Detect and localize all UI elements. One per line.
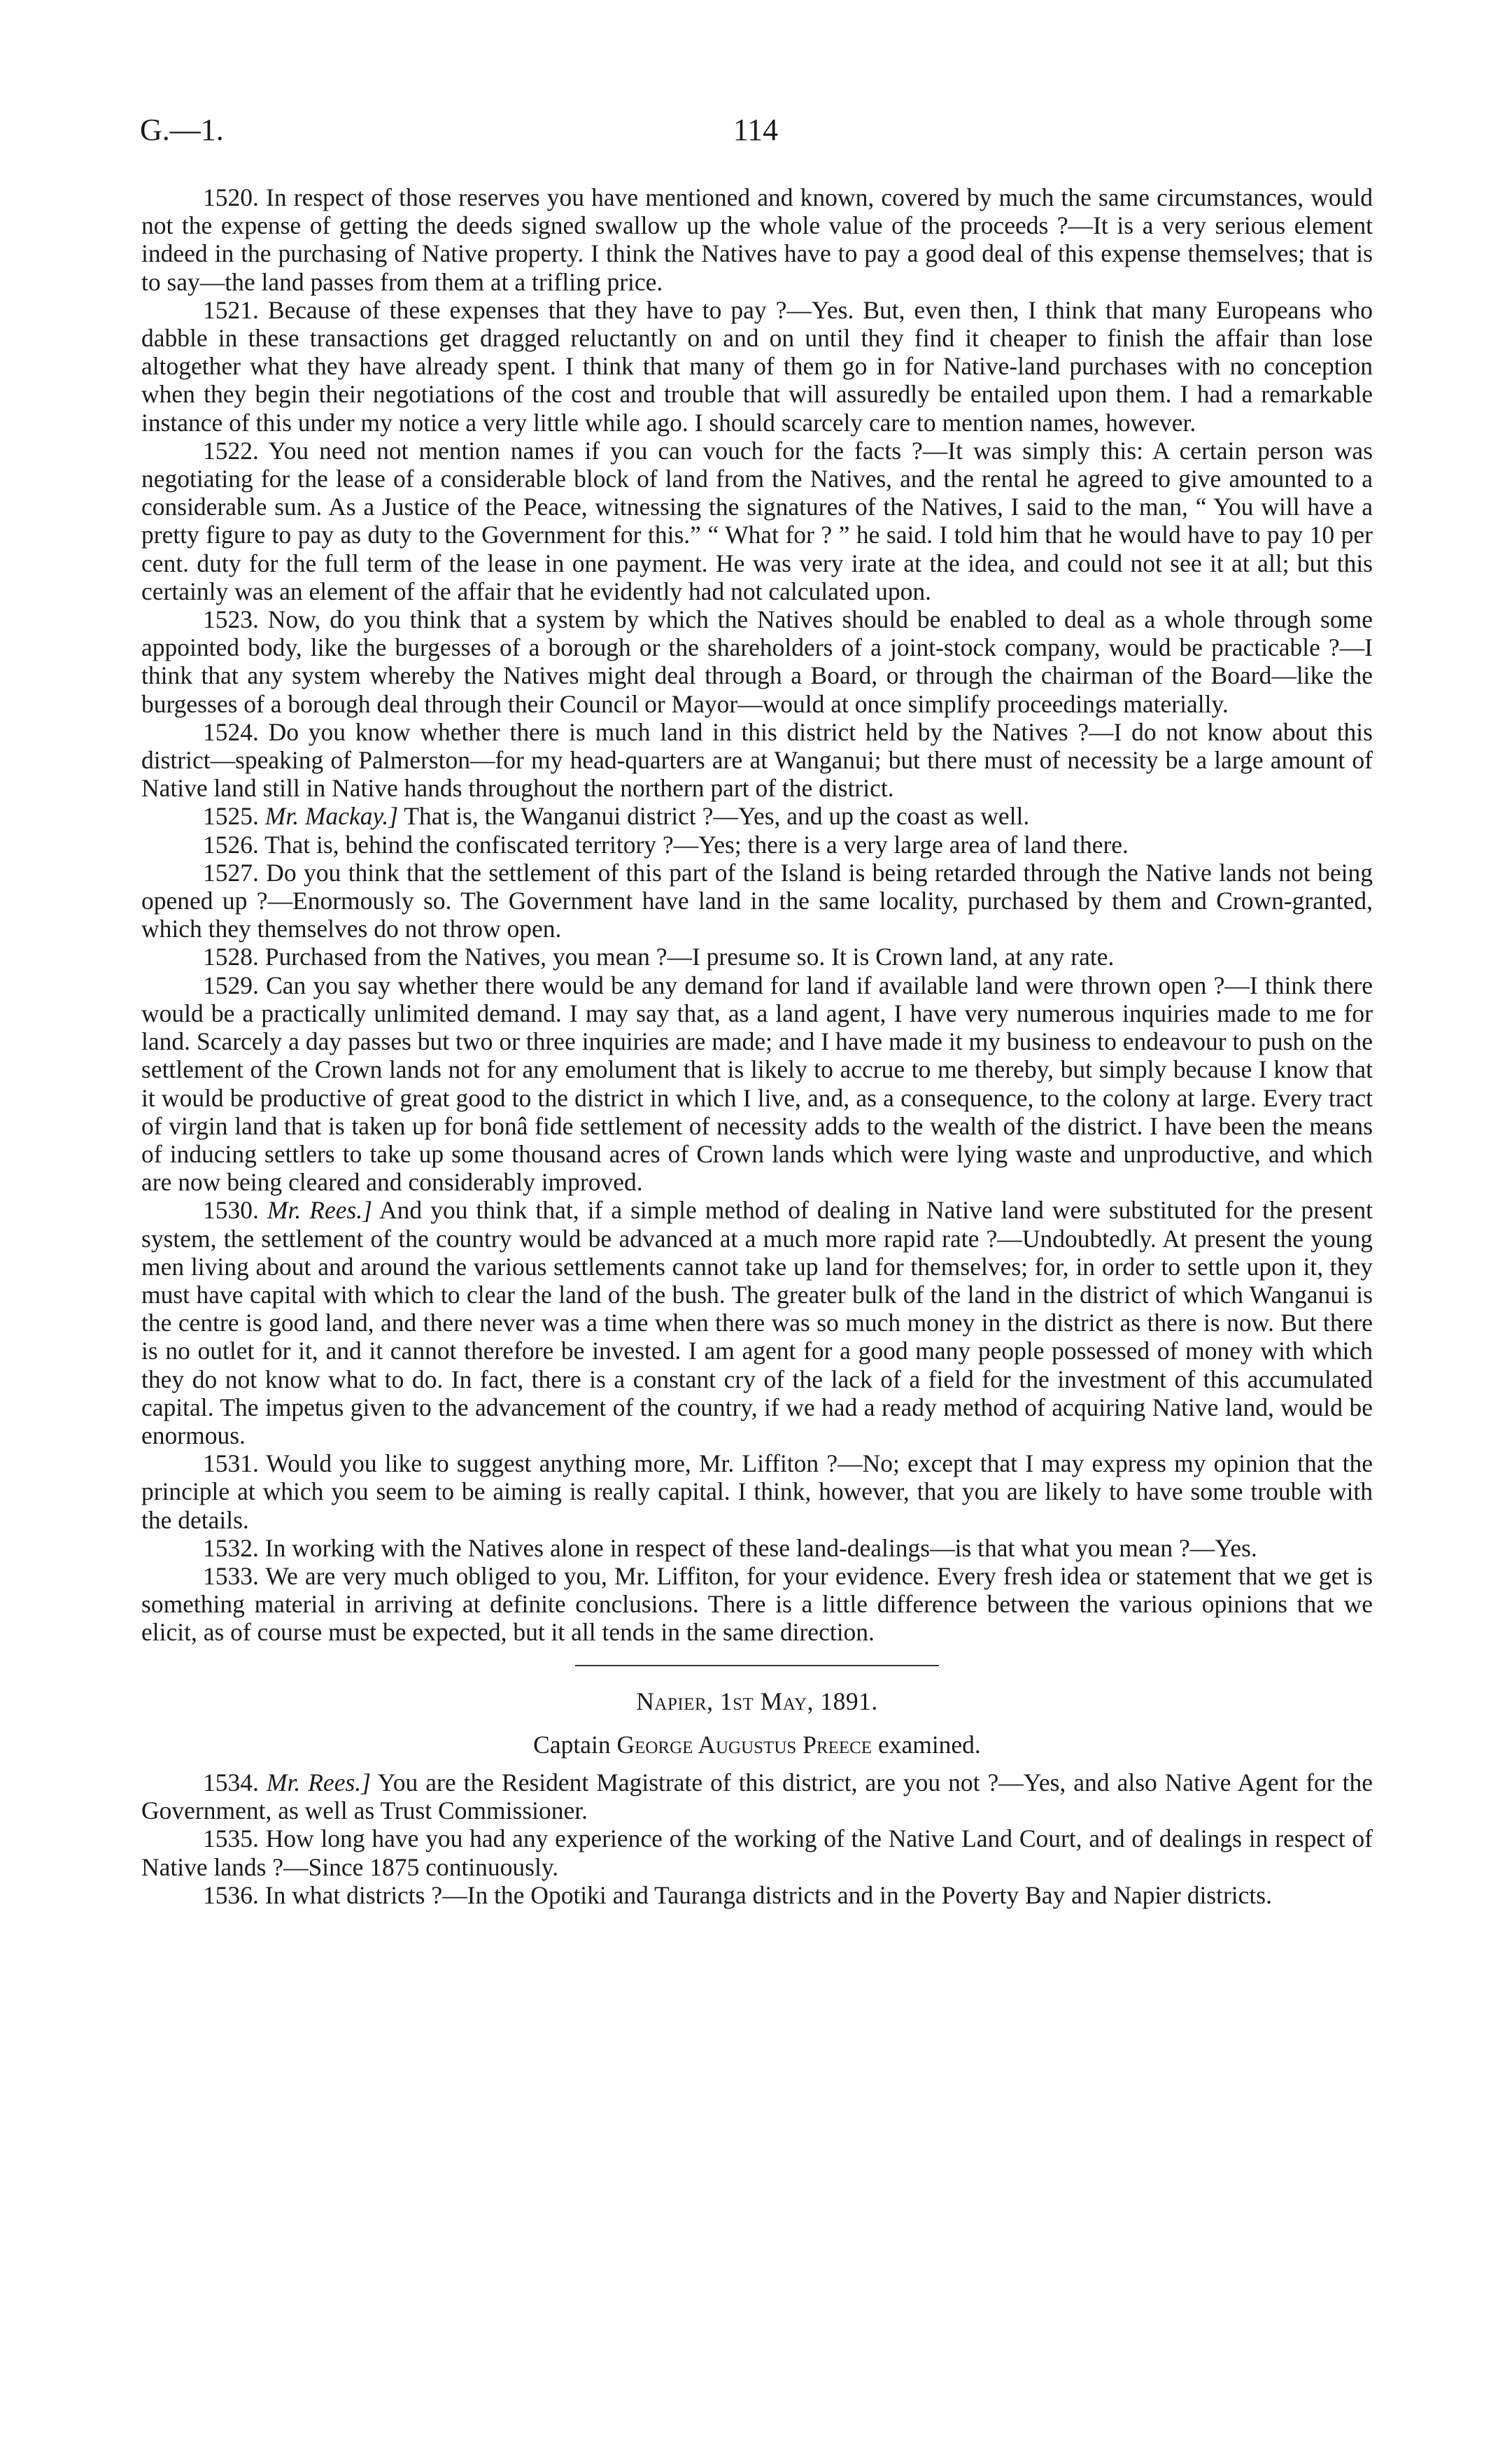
paragraph: 1524. Do you know whether there is much land in this district held by the Natives ?—I do not know about this district—speaking of Palmerston—for my head-quarters are at Wanganui; but there must of necessity be a large amount of Native land still in Native hands throughout the northern part of the district.	[141, 717, 1373, 803]
speaker-label: Mr. Rees.]	[267, 1196, 372, 1225]
paragraph: 1535. How long have you had any experience of the working of the Native Land Court, and of dealings in respect of Native lands ?—Since 1875 continuously.	[141, 1824, 1373, 1881]
running-header	[140, 112, 1371, 154]
paragraph: 1526. That is, behind the confiscated territory ?—Yes; there is a very large area of land there.	[203, 830, 1129, 859]
paragraph: 1530. Mr. Rees.] And you think that, if a simple method of dealing in Native land were substituted for the present system, the settlement of the country would be advanced at a much more rapid rate ?—Undoubtedly. At present the young men living about and around the various settlements cannot take up land for themselves; for, in order to settle upon it, they must have capital with which to clear the land of the bush. The greater bulk of the land in the district of which Wanganui is the centre is good land, and there never was a time when there was so much money in the district as there is now. But there is no outlet for it, and it cannot therefore be invested. I am agent for a good many people possessed of money with which they do not know what to do. In fact, there is a constant cry of the lack of a field for the investment of this accumulated capital. The impetus given to the advancement of the country, if we had a ready method of acquiring Native land, would be enormous.	[141, 1196, 1373, 1449]
paragraph: 1521. Because of these expenses that they have to pay ?—Yes. But, even then, I think that many Europeans who dabble in these transactions get dragged reluctantly on and on until they find it cheaper to finish the affair than lose altogether what they have already spent. I think that many of them go in for Native-land purchases with no conception when they begin their negotiations of the cost and trouble that will assuredly be entailed upon them. I had a remarkable instance of this under my notice a very little while ago. I should scarcely care to mention names, however.	[141, 295, 1373, 437]
witness-heading: Captain George Augustus Preece examined.	[533, 1730, 981, 1759]
paragraph: 1529. Can you say whether there would be any demand for land if available land were thrown open ?—I think there would be a practically unlimited demand. I may say that, as a land agent, I have very numerous inquiries made to me for land. Scarcely a day passes but two or three inquiries are made; and I have made it my business to endeavour to push on the settlement of the Crown lands not for any emolument that is likely to accrue to me thereby, but simply because I know that it would be productive of great good to the district in which I live, and, as a consequence, to the colony at large. Every tract of virgin land that is taken up for bonâ fide settlement of necessity adds to the wealth of the district. I have been the means of inducing settlers to take up some thousand acres of Crown lands which were lying waste and unproductive, and which are now being cleared and considerably improved.	[141, 971, 1373, 1197]
body-text	[141, 183, 1373, 1909]
speaker-label: Mr. Mackay.]	[264, 802, 399, 831]
paragraph: 1531. Would you like to suggest anything more, Mr. Liffiton ?—No; except that I may express my opinion that the principle at which you seem to be aiming is really capital. I think, however, that you are likely to have some trouble with the details.	[141, 1449, 1373, 1534]
page-number: 114	[733, 113, 779, 147]
speaker-label: Mr. Rees.]	[266, 1768, 371, 1796]
paragraph: 1527. Do you think that the settlement of this part of the Island is being retarded through the Native lands not being opened up ?—Enormously so. The Government have land in the same locality, purchased by them and Crown-granted, which they themselves do not throw open.	[141, 858, 1373, 943]
paragraph: 1520. In respect of those reserves you have mentioned and known, covered by much the same circumstances, would not the expense of getting the deeds signed swallow up the whole value of the proceeds ?—It is a very serious element indeed in the purchasing of Native property. I think the Natives have to pay a good deal of this expense themselves; that is to say—the land passes from them at a trifling price.	[141, 183, 1373, 296]
paragraph: 1533. We are very much obliged to you, Mr. Liffiton, for your evidence. Every fresh idea or statement that we get is something material in arriving at definite conclusions. There is a little difference between the various opinions that we elicit, as of course must be expected, but it all tends in the same direction.	[141, 1561, 1373, 1647]
section-dateline: Napier, 1st May, 1891.	[636, 1687, 878, 1715]
paragraph: 1536. In what districts ?—In the Opotiki and Tauranga districts and in the Poverty Bay and Napier districts.	[203, 1880, 1272, 1909]
paragraph: 1522. You need not mention names if you can vouch for the facts ?—It was simply this: A certain person was negotiating for the lease of a considerable block of land from the Natives, and the rental he agreed to give amounted to a considerable sum. As a Justice of the Peace, witnessing the signatures of the Natives, I said to the man, “ You will have a pretty figure to pay as duty to the Government for this.” “ What for ? ” he said. I told him that he would have to pay 10 per cent. duty for the full term of the lease in one payment. He was very irate at the idea, and could not see it at all; but this certainly was an element of the affair that he evidently had not calculated upon.	[141, 436, 1373, 605]
paragraph: 1534. Mr. Rees.] You are the Resident Magistrate of this district, are you not ?—Yes, and also Native Agent for the Government, as well as Trust Commissioner.	[141, 1768, 1373, 1825]
section-divider	[575, 1665, 939, 1666]
witness-name: George Augustus Preece	[616, 1730, 872, 1759]
paragraph: 1528. Purchased from the Natives, you mean ?—I presume so. It is Crown land, at any rate.	[203, 943, 1115, 971]
paragraph: 1525. Mr. Mackay.] That is, the Wanganui district ?—Yes, and up the coast as well.	[203, 802, 1030, 831]
document-reference: G.—1.	[140, 113, 224, 147]
paragraph: 1532. In working with the Natives alone in respect of these land-dealings—is that what you mean ?—Yes.	[203, 1533, 1257, 1562]
paragraph: 1523. Now, do you think that a system by which the Natives should be enabled to deal as a whole through some appointed body, like the burgesses of a borough or the shareholders of a joint-stock company, would be practicable ?—I think that any system whereby the Natives might deal through a Board, or through the chairman of the Board—like the burgesses of a borough deal through their Council or Mayor—would at once simplify proceedings materially.	[141, 605, 1373, 718]
